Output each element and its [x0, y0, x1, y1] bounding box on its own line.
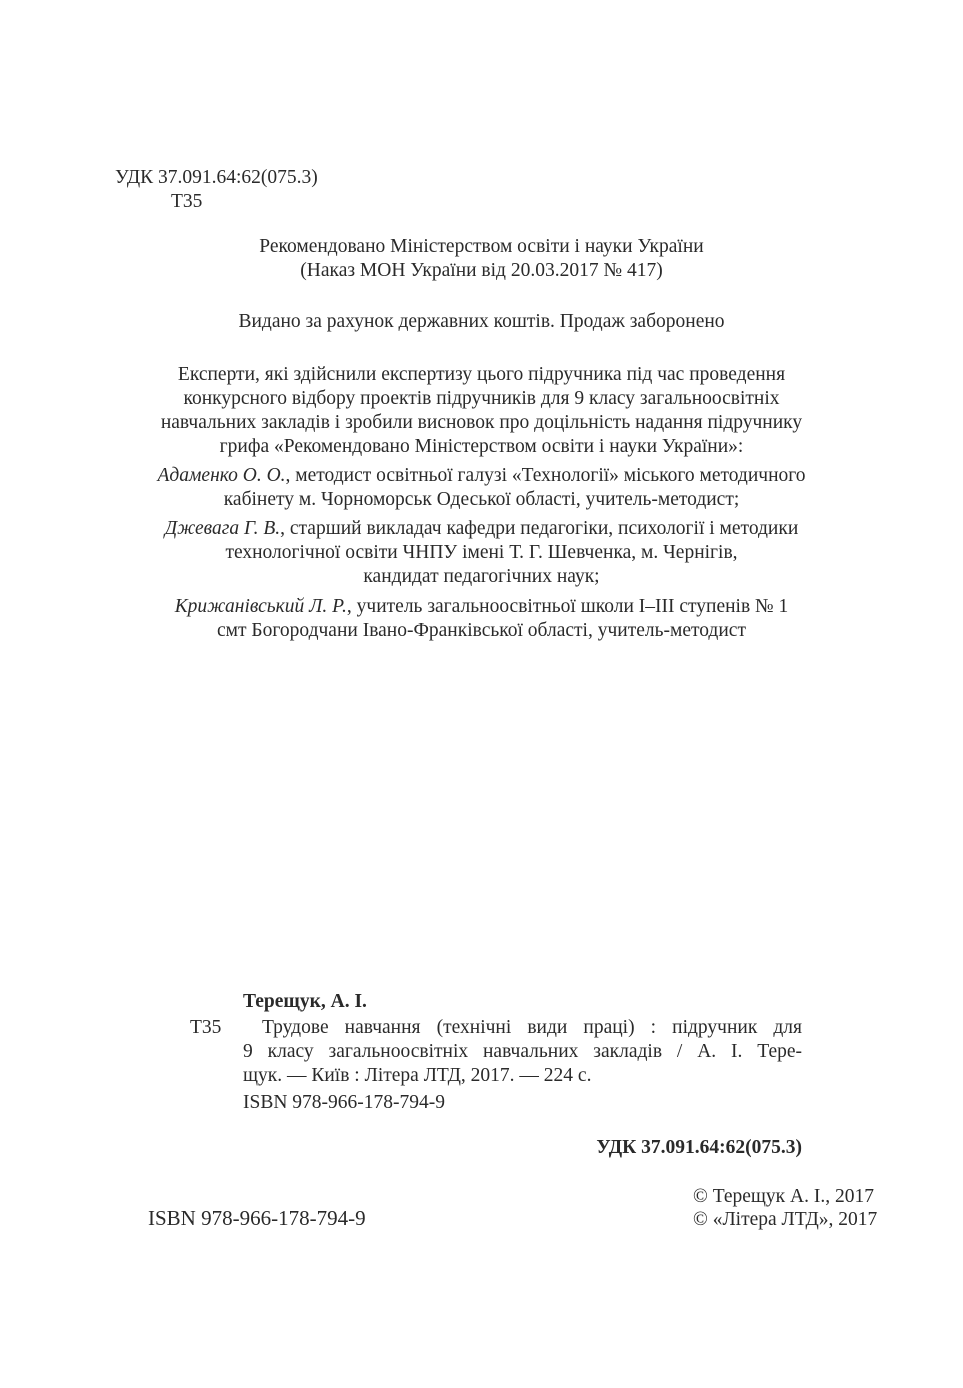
footer-isbn: ISBN 978-966-178-794-9	[148, 1206, 366, 1230]
catalog-udk: УДК 37.091.64:62(075.3)	[596, 1137, 802, 1158]
catalog-code: Т35	[190, 1017, 222, 1038]
expert-2-line-3: кандидат педагогічних наук;	[363, 566, 600, 587]
expert-3-line-2: смт Богородчани Івано-Франківської області, учитель-методист	[217, 620, 746, 641]
catalog-isbn: ISBN 978-966-178-794-9	[243, 1092, 446, 1113]
experts-intro-line-1: Експерти, які здійснили експертизу цього підручника під час проведення	[177, 364, 786, 385]
expert-1-role: , методист освітньої галузі «Технології» міського методичного	[285, 465, 806, 486]
expert-3-name: Крижанівський Л. Р.	[174, 596, 347, 617]
catalog-line-3: щук. — Київ : Літера ЛТД, 2017. — 224 с.	[243, 1065, 592, 1086]
expert-1-name: Адаменко О. О.	[157, 465, 286, 486]
expert-3-line-1	[0, 595, 963, 619]
experts-intro-line-3: навчальних закладів і зробили висновок про доцільність надання підручнику	[160, 412, 803, 433]
catalog-line-2: 9 класу загальноосвітніх навчальних закладів / А. І. Тере-	[243, 1041, 802, 1062]
copyright-publisher: © «Літера ЛТД», 2017	[693, 1209, 878, 1230]
expert-2-line-2: технологічної освіти ЧНПУ імені Т. Г. Шевченка, м. Чернігів,	[225, 542, 738, 563]
udk-header: УДК 37.091.64:62(075.3)	[115, 167, 318, 188]
recommendation-line-2: (Наказ МОН України від 20.03.2017 № 417)	[300, 260, 663, 281]
experts-intro-line-4: грифа «Рекомендовано Міністерством освіти і науки України»:	[219, 436, 744, 457]
expert-1-line-1	[0, 464, 963, 488]
expert-1-line-2: кабінету м. Чорноморськ Одеської області, учитель-методист;	[223, 489, 740, 510]
expert-2-line-1	[0, 517, 963, 541]
expert-3-role: , учитель загальноосвітньої школи І–ІІІ ступенів № 1	[346, 596, 789, 617]
funding-note: Видано за рахунок державних коштів. Продаж заборонено	[238, 311, 725, 332]
recommendation-line-1: Рекомендовано Міністерством освіти і науки України	[259, 236, 704, 257]
expert-2-role: , старший викладач кафедри педагогіки, психології і методики	[280, 518, 799, 539]
catalog-line-1: Трудове навчання (технічні види праці) : підручник для	[262, 1017, 802, 1038]
catalog-code-header: Т35	[171, 191, 203, 212]
expert-2-name: Джевага Г. В.	[164, 518, 281, 539]
experts-intro-line-2: конкурсного відбору проектів підручників для 9 класу загальноосвітніх	[183, 388, 780, 409]
catalog-author: Терещук, А. І.	[243, 991, 367, 1012]
copyright-author: © Терещук А. І., 2017	[693, 1186, 874, 1207]
